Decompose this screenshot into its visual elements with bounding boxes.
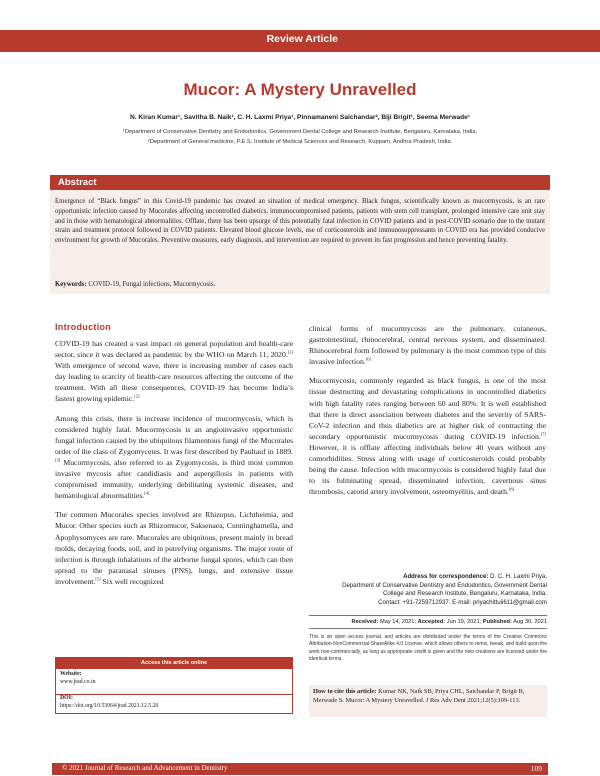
access-heading: Access this article online bbox=[56, 658, 292, 669]
keywords bbox=[55, 281, 545, 288]
correspondence-block: Address for correspondence: D. C. H. Laxmi Priya, Department of Conservative Dentistry and Endodontics, Government Dental College and Research Institute, Bengaluru, Karnataka, India. Contact: +91-7259712937. E-mail: priyachittuii611@gmail.com bbox=[342, 573, 547, 606]
copyright: © 2021 Journal of Research and Advancement in Dentistry bbox=[62, 764, 228, 772]
intro-paragraph-5: Mucormycosis, commonly regarded as black fungus, is one of the most tissue destructing and devastating complications in uncontrolled diabetics with high fatality rates ranging between 60 and 80%. It is well established that there is direct association between diabetes and the severity of SARS-CoV-2 infection and thus diabetics are at higher risk of contracting the secondary opportunistic mucormycosis during COVID-19 infection.[7] However, it is offlate affecting individuals below 40 years without any comorbidities. Stress along with usage of corticosteroids could probably being the cause. Infection with mucormycosis is considered highly fatal due to its fulminating spread, disseminated infection, cavernous sinus thrombosis, carotid artery involvement, osteomyelitis, and death.[8] bbox=[309, 376, 546, 497]
doi-label: DOI: bbox=[60, 695, 73, 701]
contact-info[interactable]: Contact: +91-7259712937. E-mail: priyachittuii611@gmail.com bbox=[378, 598, 547, 606]
website-info: Website: www.jrad.co.in bbox=[60, 671, 96, 685]
introduction-heading: Introduction bbox=[55, 322, 112, 332]
abstract-heading: Abstract bbox=[58, 177, 97, 188]
publication-dates: Received: May 14, 2021; Accepted: Jun 19, 2021; Published: Aug 30, 2021 bbox=[309, 615, 547, 629]
keywords-label: Keywords: bbox=[55, 281, 87, 288]
abstract-header bbox=[50, 175, 550, 190]
article-type-label: Review Article bbox=[266, 33, 338, 45]
abstract-text: Emergence of “Black fungus” in this Covid-19 pandemic has created an situation of medical emergency. Black fungus, scientifically known as mucormycosis, is an rare opportunistic infection caused by Mucorales affecting uncontrolled diabetics, immunocompromised patients, patients with stem cell transplant, prolonged intensive care unit stay and in those with hematological abnormalities. Offlate, there has been upsurge of this potentially fatal infection in COVID patients and in post-COVID scenario due to the mutant strain and treatment protocol followed in COVID patients. Elevated blood glucose levels, use of corticosteroids and immunosuppressants in COVID era has provided conducive environment for growth of Mucorales. Preventive measures, early diagnosis, and intervention are required to prevent its fast progression and hence preventing fatality. bbox=[55, 198, 545, 245]
affiliation-2: ²Department of General medicine, P.E.S. Institute of Medical Sciences and Research, Kuppam, Andhra Pradesh, India. bbox=[147, 139, 453, 145]
left-column bbox=[55, 338, 293, 595]
license-notice: This is an open access journal, and articles are distributed under the terms of the Creative Commons Attribution-NonCommercial-ShareAlike 4.0 License, which allows others to remix, tweak, and build upon the work non-commercially, as long as appropriate credit is given and the new creations are licensed under the identical terms. bbox=[309, 634, 547, 662]
website-link[interactable]: www.jrad.co.in bbox=[60, 678, 96, 685]
author-list: N. Kiran Kumar¹, Savitha B. Naik¹, C. H. Laxmi Priya¹, Pinnamaneni Saichandar², Biji Brigit¹, Seema Merwade¹ bbox=[129, 114, 471, 121]
article-title: Mucor: A Mystery Unravelled bbox=[183, 80, 417, 99]
right-column bbox=[309, 323, 546, 505]
intro-paragraph-1: COVID-19 has created a vast impact on general population and health-care sector, since it was declared as pandemic by the WHO on March 11, 2020.[1] With emergence of second wave, there is increasing number of cases each day leading to scarcity of health-care resources affecting the outcome of the treatment. With all these consequences, COVID-19 has become India’s fastest growing epidemic.[2] bbox=[55, 339, 293, 404]
affiliation-1: ¹Department of Conservative Dentistry and Endodontics, Government Dental College and Research Institute, Bengaluru, Karnataka, India, bbox=[122, 129, 478, 135]
intro-paragraph-3: The common Mucorales species involved are Rhizopus, Lichtheimia, and Mucor. Other species such as Rhizomucor, Saksenaea, Cunninghamella, and Apophysomyces are rare. Mucorales are ubiquitous, present mainly in bread molds, decaying foods, soil, and in putrefying organisms. The major route of infection is through inhalations of the airborne fungal spores, which can then spread to the paranasal sinuses (PNS), lungs, and extensive tissue involvement.[5] Six well recognized bbox=[55, 510, 293, 586]
keywords-value: COVID-19, Fungal infections, Mucormycosis. bbox=[88, 281, 216, 288]
doi-link[interactable]: https://doi.org/10.53064/jrad.2021.12.5.26 bbox=[60, 702, 159, 709]
doi-box bbox=[55, 694, 293, 714]
citation-box: How to cite this article: Kumar NK, Naik SB, Priya CHL, Saichandar P, Brigit B, Merwade S. Mucor: A Mystery Unravelled. J Res Adv Dent 2021;12(5):109-113. bbox=[309, 685, 547, 717]
intro-paragraph-4: clinical forms of mucormycosis are the pulmonary, cutaneous, gastrointestinal, rhinocerebral, central nervous system, and disseminated. Rhinocerebral form followed by pulmonary is the most common type of this invasive infection.[6] bbox=[309, 324, 546, 367]
access-online-box bbox=[55, 657, 293, 695]
page-footer bbox=[52, 763, 548, 775]
page-number: 109 bbox=[530, 764, 542, 773]
intro-paragraph-2: Among this crisis, there is increase incidence of mucormycosis, which is considered highly fatal. Mucormycosis is an angioinvasive opportunistic fungal infection caused by the ubiquitous filamentous fungi of the Mucorales order of the class of Zygomycetes. It was first described by Paultauf in 1889.[3] Mucormycosis, also referred to as Zygomycosis, is third most common invasive mycosis after candidiasis and aspergillosis in patients with compromised immunity, underlying debilitating systemic diseases, and hematological abnormalities.[4] bbox=[55, 413, 293, 501]
article-type-bar bbox=[0, 30, 600, 52]
